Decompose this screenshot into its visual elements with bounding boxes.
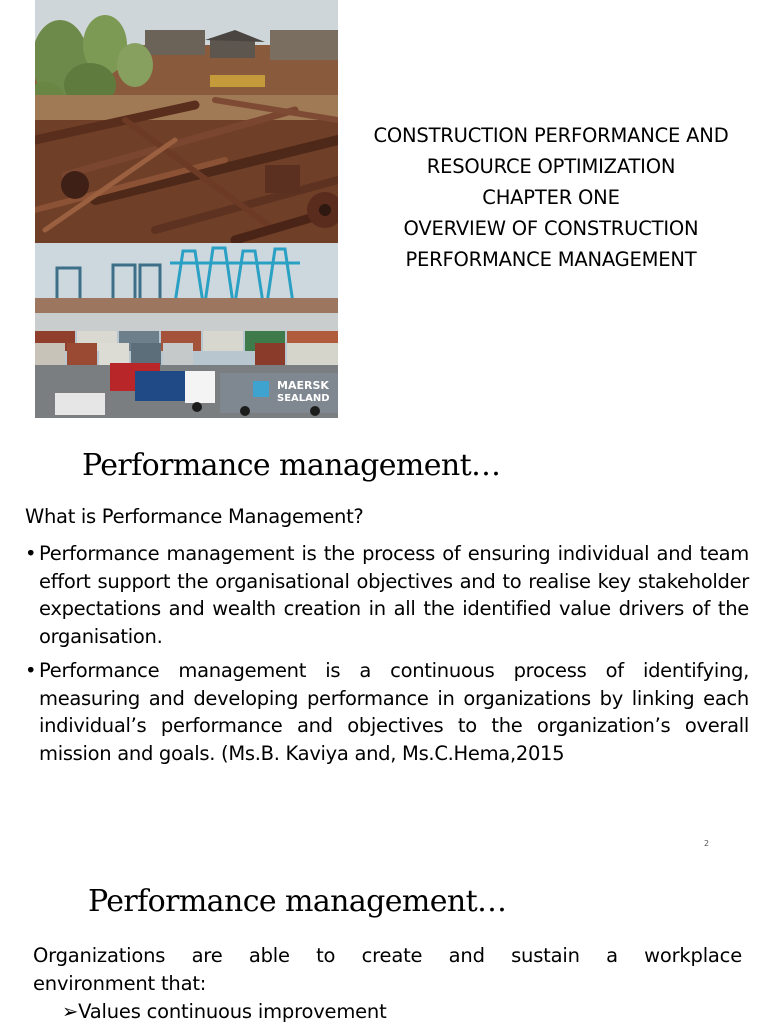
- question-text: What is Performance Management?: [25, 505, 364, 528]
- intro-word: Organizations: [33, 944, 166, 967]
- intro-word: able: [248, 944, 290, 967]
- intro-word: sustain: [511, 944, 580, 967]
- scrap-metal-photo: [35, 0, 338, 243]
- chapter-label: CHAPTER ONE: [482, 186, 620, 209]
- bullet-item: [25, 657, 749, 767]
- title-line: CONSTRUCTION PERFORMANCE AND: [373, 124, 729, 147]
- intro-word: to: [316, 944, 336, 967]
- presentation-title: [345, 120, 757, 275]
- arrow-list-item: [62, 1000, 387, 1023]
- chapter-title-line: OVERVIEW OF CONSTRUCTION: [403, 217, 699, 240]
- bullet-item: [25, 540, 749, 650]
- bullet-text: Performance management is the process of ensuring individual and team effort support the organisational objectives and to realise key stakeholder expectations and wealth creation in all the identified value drivers of the organisation.: [39, 542, 749, 648]
- intro-word: workplace: [644, 944, 742, 967]
- arrow-bullet-icon: ➢: [62, 1000, 79, 1023]
- definition-slide: [0, 430, 768, 870]
- arrow-item-text: Values continuous improvement: [78, 1000, 387, 1023]
- title-line: RESOURCE OPTIMIZATION: [426, 155, 676, 178]
- intro-word: create: [361, 944, 423, 967]
- bullet-list: [25, 540, 749, 774]
- intro-line: environment that:: [33, 972, 207, 995]
- container-port-photo: [35, 243, 338, 418]
- bullet-icon: •: [25, 659, 37, 682]
- slide-heading: Performance management…: [88, 884, 507, 919]
- bullet-icon: •: [25, 542, 37, 565]
- intro-word: a: [606, 944, 618, 967]
- intro-line: [33, 942, 742, 970]
- slide-heading: Performance management…: [82, 448, 501, 483]
- intro-word: are: [191, 944, 223, 967]
- container-label-maersk: MAERSK: [277, 379, 329, 392]
- bullet-text: Performance management is a continuous process of identifying, measuring and developing performance in organizations by linking each individual’s performance and objectives to the organization’s overall mission and goals. (Ms.B. Kaviya and, Ms.C.Hema,2015: [39, 659, 749, 765]
- intro-word: and: [448, 944, 485, 967]
- chapter-title-line: PERFORMANCE MANAGEMENT: [405, 248, 697, 271]
- workplace-slide: [0, 870, 768, 1024]
- intro-paragraph: [33, 942, 742, 998]
- page-number: 2: [704, 839, 710, 848]
- container-label-sealand: SEALAND: [277, 393, 330, 404]
- title-slide: [0, 0, 768, 430]
